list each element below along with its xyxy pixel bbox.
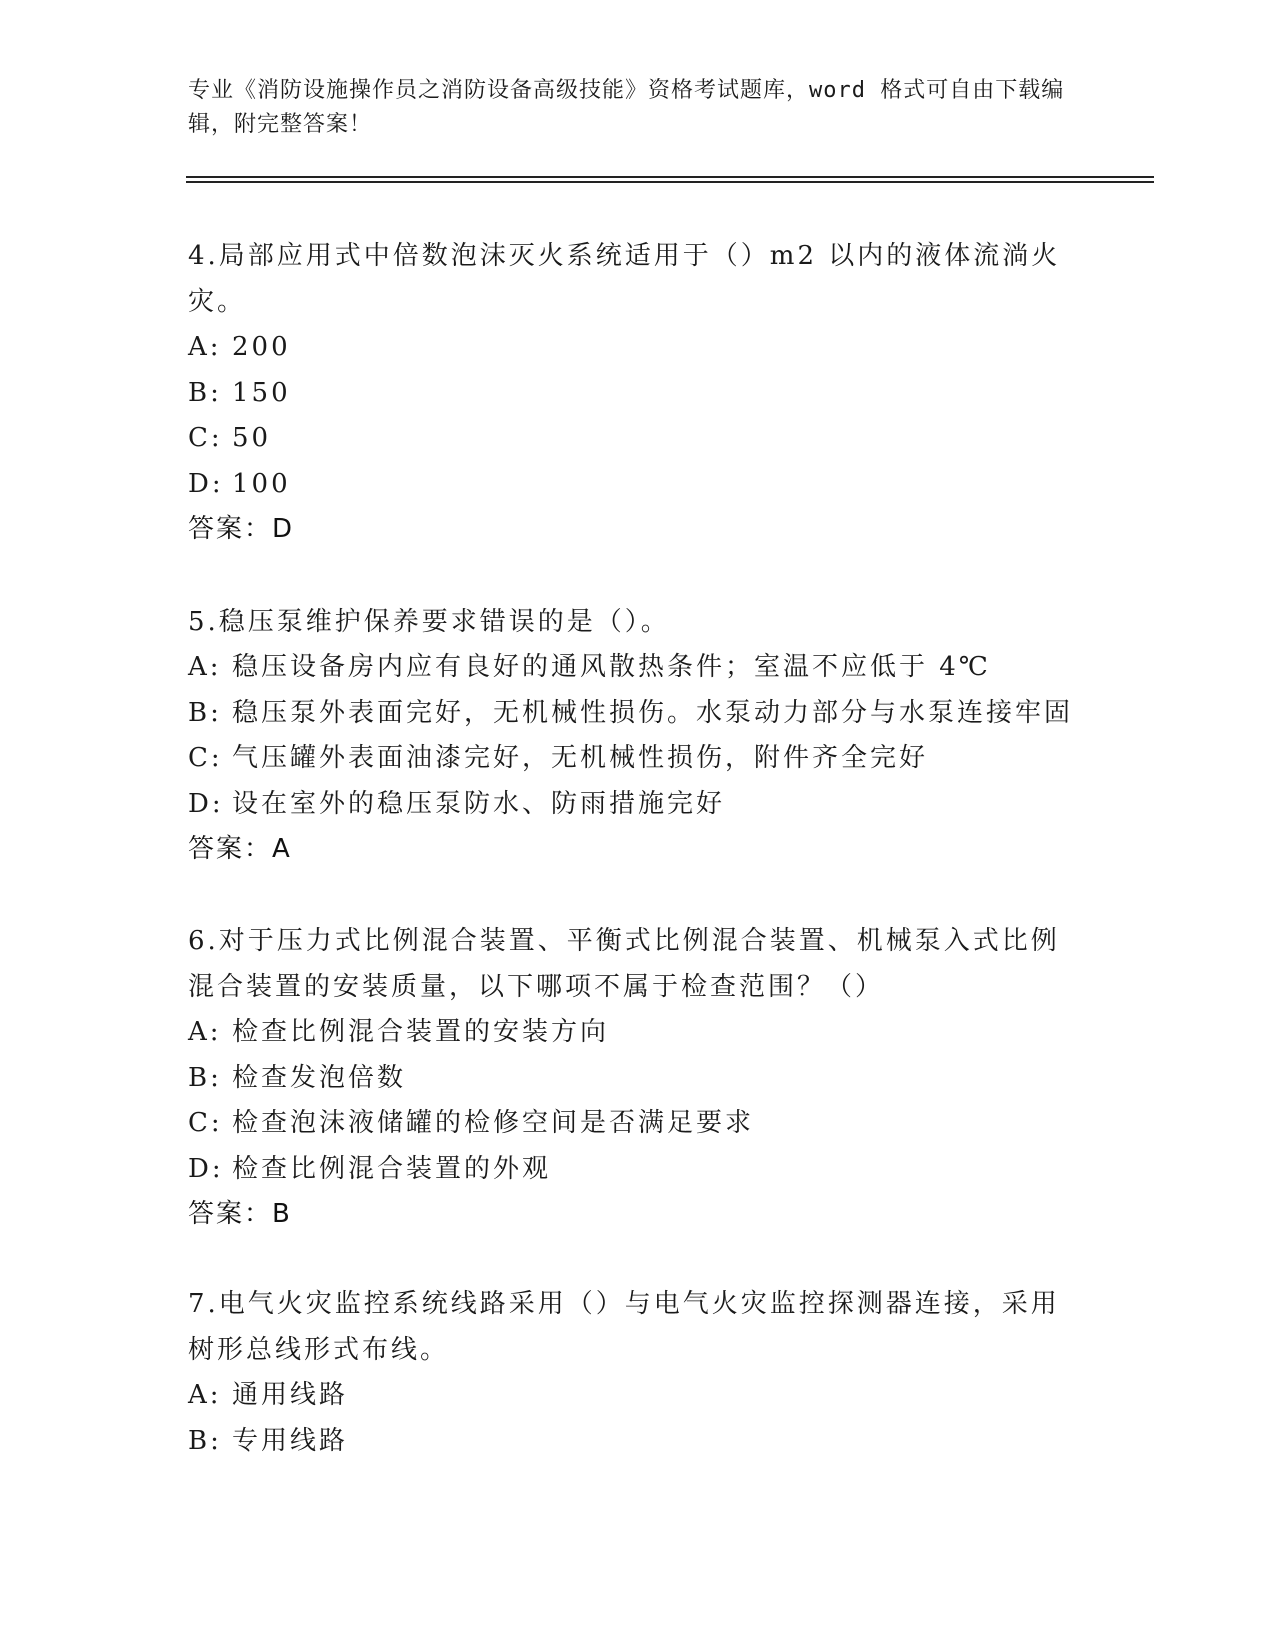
- option-a: [188, 1373, 1088, 1419]
- option-key: A:: [188, 1380, 222, 1410]
- option-key: C:: [188, 1108, 223, 1138]
- option-key: C:: [188, 743, 223, 773]
- question-4: [188, 233, 1088, 553]
- option-key: A:: [188, 332, 222, 362]
- option-key: B:: [188, 377, 222, 408]
- option-c: [188, 416, 1088, 462]
- option-text: 检查比例混合装置的安装方向: [232, 1017, 610, 1047]
- header-divider-top: [186, 176, 1154, 178]
- question-stem: 4.局部应用式中倍数泡沫灭火系统适用于（）m2 以内的液体流淌火灾。: [188, 241, 1061, 317]
- question-7: [188, 1281, 1088, 1464]
- answer: 答案：A: [188, 834, 292, 864]
- option-b: [188, 691, 1088, 737]
- question-stem: 5.稳压泵维护保养要求错误的是（）。: [188, 607, 670, 637]
- option-key: A:: [188, 1017, 222, 1047]
- option-text: 专用线路: [232, 1425, 349, 1456]
- document-header: 专业《消防设施操作员之消防设备高级技能》资格考试题库，word 格式可自由下载编辑，附完整答案！: [188, 78, 1065, 137]
- option-key: B:: [188, 1425, 222, 1456]
- question-5: [188, 599, 1088, 873]
- option-key: C:: [188, 423, 223, 453]
- option-key: B:: [188, 1062, 222, 1093]
- answer: 答案：B: [188, 1199, 292, 1229]
- option-text: 检查比例混合装置的外观: [232, 1153, 552, 1184]
- option-a: [188, 1010, 1088, 1056]
- option-b: [188, 1056, 1088, 1102]
- option-key: D:: [188, 1153, 224, 1184]
- question-6: [188, 918, 1088, 1238]
- option-text: 检查泡沫液储罐的检修空间是否满足要求: [232, 1108, 755, 1138]
- option-key: D:: [188, 468, 224, 499]
- option-c: [188, 1101, 1088, 1147]
- option-d: [188, 1147, 1088, 1193]
- option-text: 稳压泵外表面完好，无机械性损伤。水泵动力部分与水泵连接牢固: [232, 697, 1074, 728]
- question-stem: 6.对于压力式比例混合装置、平衡式比例混合装置、机械泵入式比例混合装置的安装质量，以下哪项不属于检查范围？（）: [188, 926, 1060, 1002]
- header-divider-bottom: [186, 181, 1154, 183]
- option-key: D:: [188, 788, 224, 819]
- option-text: 50: [232, 423, 272, 453]
- option-d: [188, 782, 1088, 828]
- option-text: 气压罐外表面油漆完好，无机械性损伤，附件齐全完好: [232, 743, 929, 773]
- option-text: 100: [232, 468, 291, 499]
- option-text: 150: [232, 377, 291, 408]
- option-text: 设在室外的稳压泵防水、防雨措施完好: [232, 788, 726, 819]
- option-text: 200: [232, 332, 291, 362]
- option-text: 通用线路: [232, 1380, 349, 1410]
- option-d: [188, 462, 1088, 508]
- option-a: [188, 325, 1088, 371]
- answer: 答案：D: [188, 514, 295, 544]
- option-key: A:: [188, 652, 222, 682]
- option-b: [188, 371, 1088, 417]
- option-text: 稳压设备房内应有良好的通风散热条件；室温不应低于 4℃: [232, 652, 991, 682]
- option-key: B:: [188, 697, 222, 728]
- option-text: 检查发泡倍数: [232, 1062, 407, 1093]
- option-c: [188, 736, 1088, 782]
- option-b: [188, 1419, 1088, 1465]
- question-stem: 7.电气火灾监控系统线路采用（）与电气火灾监控探测器连接，采用树形总线形式布线。: [188, 1289, 1060, 1365]
- option-a: [188, 645, 1088, 691]
